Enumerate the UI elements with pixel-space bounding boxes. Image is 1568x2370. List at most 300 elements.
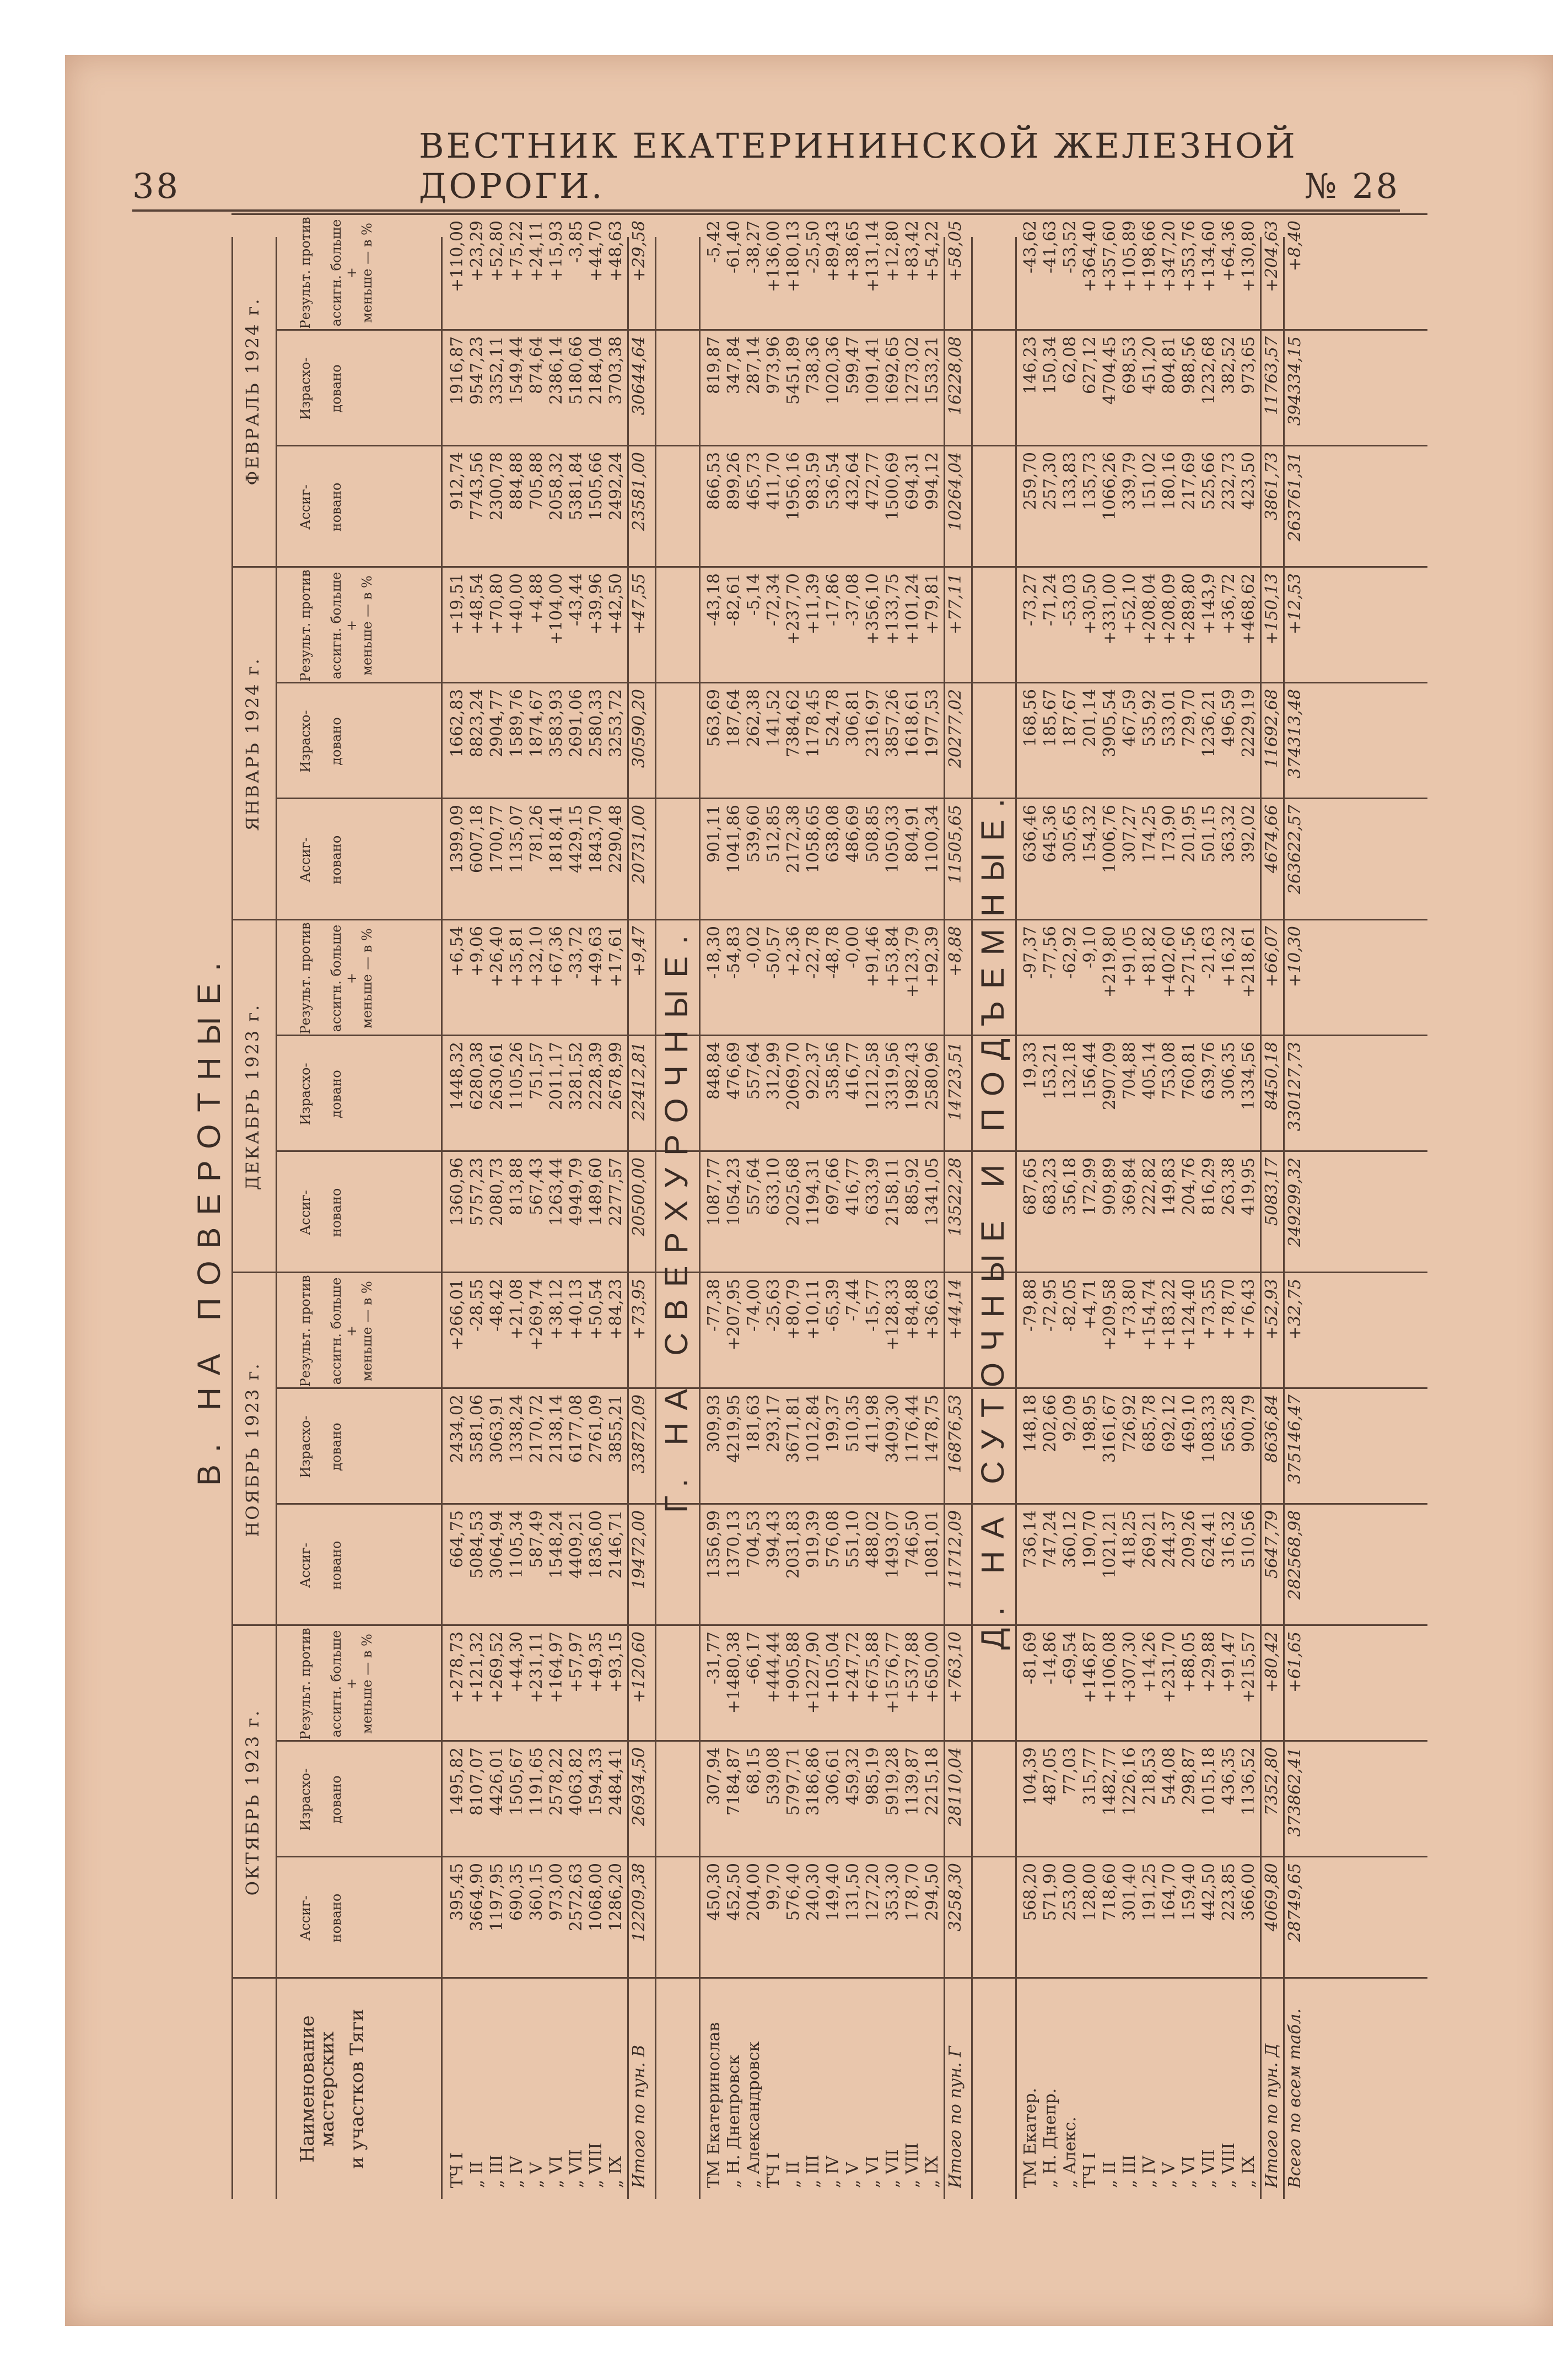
cell-value: -5,42: [704, 220, 724, 263]
row-name: Всего по всем табл.: [1285, 2008, 1305, 2188]
cell-value: 3258,30: [946, 1863, 965, 1932]
cell-value: 5919,28: [883, 1747, 902, 1816]
cell-value: +88,05: [1179, 1631, 1199, 1693]
cell-value: +650,00: [923, 1631, 942, 1704]
cell-value: 747,24: [1041, 1510, 1060, 1568]
cell-value: +123,79: [903, 926, 922, 998]
cell-value: +271,56: [1179, 926, 1199, 998]
cell-value: 2031,83: [784, 1510, 803, 1579]
cell-value: +124,40: [1179, 1279, 1199, 1351]
row-name: Итого по пун. Д: [1262, 2043, 1281, 2188]
cell-value: 92,09: [1060, 1394, 1080, 1442]
cell-value: 487,05: [1041, 1747, 1060, 1805]
cell-value: +29,88: [1199, 1631, 1219, 1693]
cell-value: 4426,01: [487, 1747, 506, 1816]
cell-value: 2434,02: [448, 1394, 467, 1463]
cell-value: +269,52: [487, 1631, 506, 1704]
cell-value: 1478,75: [923, 1394, 942, 1463]
cell-value: -38,27: [744, 220, 763, 274]
cell-value: 1020,36: [823, 336, 843, 405]
cell-value: -0,00: [843, 926, 863, 968]
cell-value: 287,14: [744, 336, 763, 394]
cell-value: 8636,84: [1262, 1394, 1281, 1463]
cell-value: 465,73: [744, 452, 763, 510]
cell-value: 746,50: [903, 1510, 922, 1568]
cell-value: 5647,79: [1262, 1510, 1281, 1579]
cell-value: 5451,89: [784, 336, 803, 405]
row-name: „ II: [467, 2161, 487, 2188]
cell-value: 1493,07: [883, 1510, 902, 1579]
table-row: [1199, 220, 1219, 2199]
column-subheader: Ассиг-: [298, 1895, 313, 1941]
cell-value: 1500,69: [883, 452, 902, 521]
column-subheader: Ассиг-: [298, 484, 313, 530]
cell-value: 356,18: [1060, 1157, 1080, 1215]
cell-value: 1068,00: [586, 1863, 606, 1932]
cell-value: +357,60: [1100, 220, 1119, 293]
cell-value: 1505,67: [507, 1747, 526, 1816]
cell-value: 353,30: [883, 1863, 902, 1921]
cell-value: 199,37: [823, 1394, 843, 1452]
row-name: „ V: [843, 2162, 863, 2188]
cell-value: +266,01: [448, 1279, 467, 1351]
cell-value: 11712,09: [946, 1510, 965, 1590]
cell-value: 2580,96: [923, 1042, 942, 1111]
cell-value: 6280,38: [467, 1042, 487, 1111]
cell-value: -5,14: [744, 573, 763, 616]
cell-value: 536,54: [823, 452, 843, 510]
cell-value: -77,38: [704, 1279, 724, 1332]
cell-value: 185,67: [1041, 689, 1060, 747]
cell-value: 524,78: [823, 689, 843, 747]
cell-value: 781,26: [527, 805, 546, 863]
cell-value: +537,88: [903, 1631, 922, 1704]
cell-value: 135,73: [1080, 452, 1100, 510]
cell-value: 405,14: [1140, 1042, 1159, 1100]
cell-value: +11,39: [804, 573, 823, 635]
cell-value: 5381,84: [567, 452, 586, 521]
cell-value: 1066,26: [1100, 452, 1119, 521]
cell-value: +67,36: [547, 926, 566, 988]
cell-value: +79,81: [923, 573, 942, 635]
cell-value: 240,30: [804, 1863, 823, 1921]
cell-value: 2170,72: [527, 1394, 546, 1463]
cell-value: 375146,47: [1285, 1394, 1305, 1484]
cell-value: 28110,04: [946, 1747, 965, 1827]
cell-value: 563,69: [704, 689, 724, 747]
cell-value: +64,36: [1219, 220, 1238, 282]
cell-value: 269,21: [1140, 1510, 1159, 1568]
cell-value: -31,77: [704, 1631, 724, 1685]
row-name: „ II: [784, 2161, 803, 2188]
cell-value: 151,02: [1140, 452, 1159, 510]
cell-value: 2630,61: [487, 1042, 506, 1111]
cell-value: 7384,62: [784, 689, 803, 758]
month-header: ОКТЯБРЬ 1923 г.: [242, 1709, 263, 1896]
cell-value: 1916,87: [448, 336, 467, 405]
column-subheader: Ассиг-: [298, 1190, 313, 1235]
row-name: „ VI: [1179, 2156, 1199, 2188]
cell-value: 1263,44: [547, 1157, 566, 1226]
month-header: ФЕВРАЛЬ 1924 г.: [242, 297, 263, 486]
cell-value: +52,80: [487, 220, 506, 282]
row-name: ТЧ I: [764, 2152, 783, 2188]
cell-value: +247,72: [843, 1631, 863, 1704]
cell-value: 7352,80: [1262, 1747, 1281, 1816]
cell-value: -37,08: [843, 573, 863, 627]
cell-value: 442,50: [1199, 1863, 1219, 1921]
cell-value: +12,80: [883, 220, 902, 282]
cell-value: +49,35: [586, 1631, 606, 1693]
cell-value: 1874,67: [527, 689, 546, 758]
cell-value: 885,92: [903, 1157, 922, 1215]
name-column-header: Наименование мастерских: [297, 2015, 338, 2163]
cell-value: 5757,23: [467, 1157, 487, 1226]
cell-value: 1843,70: [586, 805, 606, 874]
table-row: [923, 220, 942, 2199]
cell-value: 164,70: [1160, 1863, 1179, 1921]
cell-value: 360,15: [527, 1863, 546, 1921]
cell-value: 2172,38: [784, 805, 803, 874]
row-name: Итого по пун. Г: [946, 2046, 965, 2188]
cell-value: 2277,57: [606, 1157, 626, 1226]
row-name: „ VIII: [903, 2142, 922, 2188]
cell-value: +77,11: [946, 573, 965, 635]
row-name: „ VI: [863, 2156, 882, 2188]
cell-value: 557,64: [744, 1157, 763, 1215]
row-name: ТЧ I: [448, 2152, 467, 2188]
row-name: „ VI: [547, 2156, 566, 2188]
cell-value: 1700,77: [487, 805, 506, 874]
cell-value: +30,50: [1080, 573, 1100, 635]
cell-value: +208,04: [1140, 573, 1159, 645]
table-row: [1041, 220, 1060, 2199]
table-row: [804, 220, 823, 2199]
cell-value: 705,88: [527, 452, 546, 510]
cell-value: +84,23: [606, 1279, 626, 1340]
cell-value: 223,85: [1219, 1863, 1238, 1921]
total-row: [1262, 220, 1282, 2199]
cell-value: 263622,57: [1285, 805, 1305, 895]
cell-value: 533,01: [1160, 689, 1179, 747]
cell-value: 587,49: [527, 1510, 546, 1568]
cell-value: +207,95: [724, 1279, 743, 1351]
cell-value: +70,80: [487, 573, 506, 635]
cell-value: 664,75: [448, 1510, 467, 1568]
cell-value: +150,13: [1262, 573, 1281, 645]
cell-value: +1576,77: [883, 1631, 902, 1714]
cell-value: 704,53: [744, 1510, 763, 1568]
cell-value: 187,67: [1060, 689, 1080, 747]
row-name: „ VIII: [586, 2142, 606, 2188]
cell-value: +106,08: [1100, 1631, 1119, 1704]
column-subheader: новано: [328, 1540, 344, 1590]
cell-value: 512,85: [764, 805, 783, 863]
cell-value: 2678,99: [606, 1042, 626, 1111]
column-subheader: меньше — в %: [359, 1634, 375, 1734]
cell-value: +218,61: [1239, 926, 1258, 998]
cell-value: +36,63: [923, 1279, 942, 1340]
cell-value: +44,14: [946, 1279, 965, 1340]
cell-value: 14723,51: [946, 1042, 965, 1121]
section-title: Д. НА СУТОЧНЫЕ И ПОДЪЕМНЫЕ.: [971, 237, 1017, 2199]
cell-value: 510,35: [843, 1394, 863, 1452]
cell-value: 687,65: [1021, 1157, 1040, 1215]
cell-value: +8,88: [946, 926, 965, 977]
column-subheader: новано: [328, 1893, 344, 1943]
cell-value: 2316,97: [863, 689, 882, 758]
cell-value: +29,58: [629, 220, 649, 282]
cell-value: 3064,94: [487, 1510, 506, 1579]
cell-value: 2386,14: [547, 336, 566, 405]
cell-value: +105,89: [1120, 220, 1139, 293]
cell-value: 28749,65: [1285, 1863, 1305, 1942]
cell-value: +80,42: [1262, 1631, 1281, 1693]
cell-value: +905,88: [784, 1631, 803, 1704]
cell-value: 3671,81: [784, 1394, 803, 1463]
cell-value: +32,10: [527, 926, 546, 988]
cell-value: +83,42: [903, 220, 922, 282]
cell-value: 128,00: [1080, 1863, 1100, 1921]
cell-value: +93,15: [606, 1631, 626, 1693]
cell-value: 1006,76: [1100, 805, 1119, 874]
cell-value: 698,53: [1120, 336, 1139, 394]
cell-value: 1021,21: [1100, 1510, 1119, 1579]
cell-value: -22,78: [804, 926, 823, 979]
cell-value: +164,97: [547, 1631, 566, 1704]
cell-value: +198,66: [1140, 220, 1159, 293]
cell-value: 307,94: [704, 1747, 724, 1805]
cell-value: 217,69: [1179, 452, 1199, 510]
cell-value: 973,00: [547, 1863, 566, 1921]
cell-value: 567,43: [527, 1157, 546, 1215]
cell-value: +763,10: [946, 1631, 965, 1704]
cell-value: -25,50: [804, 220, 823, 274]
row-name: „ VII: [567, 2149, 586, 2188]
row-name: „ II: [1100, 2161, 1119, 2188]
cell-value: 994,12: [923, 452, 942, 510]
table-row: [903, 220, 923, 2199]
cell-value: 2492,24: [606, 452, 626, 521]
cell-value: 141,52: [764, 689, 783, 747]
cell-value: 5084,53: [467, 1510, 487, 1579]
row-name: „ VII: [1199, 2149, 1219, 2188]
cell-value: +154,74: [1140, 1279, 1159, 1351]
table-row: [527, 220, 547, 2199]
cell-value: 694,31: [903, 452, 922, 510]
cell-value: 22412,81: [629, 1042, 649, 1121]
column-subheader: довано: [328, 364, 344, 413]
cell-value: 2058,32: [547, 452, 566, 521]
cell-value: +101,24: [903, 573, 922, 645]
cell-value: 363,32: [1219, 805, 1238, 863]
cell-value: +91,46: [863, 926, 882, 988]
cell-value: 201,14: [1080, 689, 1100, 747]
cell-value: +91,05: [1120, 926, 1139, 988]
cell-value: 488,02: [863, 1510, 882, 1568]
cell-value: +131,14: [863, 220, 882, 293]
cell-value: -97,37: [1021, 926, 1040, 979]
cell-value: 218,53: [1140, 1747, 1159, 1805]
cell-value: 1977,53: [923, 689, 942, 758]
column-subheader: новано: [328, 835, 344, 885]
cell-value: +36,72: [1219, 573, 1238, 635]
row-rule: [1283, 237, 1285, 2199]
cell-value: 1273,02: [903, 336, 922, 405]
cell-value: 1482,77: [1100, 1747, 1119, 1816]
cell-value: 988,56: [1179, 336, 1199, 394]
cell-value: 3161,67: [1100, 1394, 1119, 1463]
cell-value: 638,08: [823, 805, 843, 863]
cell-value: 1058,65: [804, 805, 823, 874]
cell-value: 190,70: [1080, 1510, 1100, 1568]
cell-value: 148,18: [1021, 1394, 1040, 1452]
cell-value: 382,52: [1219, 336, 1238, 394]
cell-value: +17,61: [606, 926, 626, 988]
cell-value: +81,82: [1140, 926, 1159, 988]
cell-value: 1533,21: [923, 336, 942, 405]
cell-value: 174,25: [1140, 805, 1159, 863]
cell-value: -72,95: [1041, 1279, 1060, 1332]
cell-value: +204,63: [1262, 220, 1281, 293]
cell-value: 1083,33: [1199, 1394, 1219, 1463]
column-subheader: ассигн. больше +: [328, 572, 359, 680]
cell-value: 472,77: [863, 452, 882, 510]
table-row: [448, 220, 467, 2199]
cell-value: 1836,00: [586, 1510, 606, 1579]
cell-value: +78,70: [1219, 1279, 1238, 1340]
cell-value: 633,10: [764, 1157, 783, 1215]
table-row: [843, 220, 863, 2199]
cell-value: 8823,24: [467, 689, 487, 758]
cell-value: 645,36: [1041, 805, 1060, 863]
cell-value: 738,36: [804, 336, 823, 394]
cell-value: -69,54: [1060, 1631, 1080, 1685]
cell-value: +278,73: [448, 1631, 467, 1704]
cell-value: 99,70: [764, 1863, 783, 1910]
column-subheader: Результ. против: [298, 1628, 313, 1740]
cell-value: 30644,64: [629, 336, 649, 416]
cell-value: +35,81: [507, 926, 526, 988]
cell-value: +110,00: [448, 220, 467, 293]
cell-value: 369,84: [1120, 1157, 1139, 1215]
cell-value: +53,84: [883, 926, 902, 988]
cell-value: 683,23: [1041, 1157, 1060, 1215]
cell-value: 760,81: [1179, 1042, 1199, 1100]
cell-value: +231,70: [1160, 1631, 1179, 1704]
cell-value: 1135,07: [507, 805, 526, 874]
cell-value: +215,57: [1239, 1631, 1258, 1704]
cell-value: 306,35: [1219, 1042, 1238, 1100]
cell-value: +44,30: [507, 1631, 526, 1693]
cell-value: +76,43: [1239, 1279, 1258, 1340]
cell-value: 249299,32: [1285, 1157, 1305, 1247]
cell-value: 3581,06: [467, 1394, 487, 1463]
cell-value: 423,50: [1239, 452, 1258, 510]
cell-value: 1100,34: [923, 805, 942, 874]
table-row: [863, 220, 883, 2199]
cell-value: +52,10: [1120, 573, 1139, 635]
cell-value: +10,11: [804, 1279, 823, 1340]
cell-value: -15,77: [863, 1279, 882, 1332]
cell-value: 19,33: [1021, 1042, 1040, 1089]
cell-value: 624,41: [1199, 1510, 1219, 1568]
cell-value: 1087,77: [704, 1157, 724, 1226]
cell-value: 1448,32: [448, 1042, 467, 1111]
cell-value: 459,32: [843, 1747, 863, 1805]
cell-value: 305,65: [1060, 805, 1080, 863]
cell-value: +14,26: [1140, 1631, 1159, 1693]
cell-value: -66,17: [744, 1631, 763, 1685]
table-row: [606, 220, 626, 2199]
cell-value: 3253,72: [606, 689, 626, 758]
cell-value: 1982,43: [903, 1042, 922, 1111]
page-number: 38: [132, 166, 180, 206]
row-name: „ Н. Днепр.: [1041, 2088, 1060, 2188]
cell-value: +91,47: [1219, 1631, 1238, 1693]
cell-value: 8450,18: [1262, 1042, 1281, 1111]
column-subheader: довано: [328, 1775, 344, 1824]
cell-value: 1356,99: [704, 1510, 724, 1579]
row-name: „ IV: [823, 2156, 843, 2188]
cell-value: 544,08: [1160, 1747, 1179, 1805]
cell-value: 704,88: [1120, 1042, 1139, 1100]
cell-value: 4674,66: [1262, 805, 1281, 874]
cell-value: 900,79: [1239, 1394, 1258, 1452]
table-row: [724, 220, 744, 2199]
cell-value: 4069,80: [1262, 1863, 1281, 1932]
cell-value: +42,50: [606, 573, 626, 635]
cell-value: -3,85: [567, 220, 586, 263]
cell-value: 132,18: [1060, 1042, 1080, 1100]
cell-value: 571,90: [1041, 1863, 1060, 1921]
cell-value: -48,78: [823, 926, 843, 979]
cell-value: -61,40: [724, 220, 743, 274]
cell-value: 866,53: [704, 452, 724, 510]
cell-value: 451,20: [1140, 336, 1159, 394]
cell-value: +237,70: [784, 573, 803, 645]
cell-value: 5797,71: [784, 1747, 803, 1816]
row-name: „ VII: [883, 2149, 902, 2188]
cell-value: 486,69: [843, 805, 863, 863]
cell-value: +54,22: [923, 220, 942, 282]
cell-value: -71,24: [1041, 573, 1060, 627]
row-name: „ IX: [606, 2156, 626, 2188]
cell-value: 2484,41: [606, 1747, 626, 1816]
cell-value: 452,50: [724, 1863, 743, 1921]
cell-value: 3857,26: [883, 689, 902, 758]
cell-value: 259,70: [1021, 452, 1040, 510]
cell-value: +6,54: [448, 926, 467, 977]
cell-value: 3861,73: [1262, 452, 1281, 521]
cell-value: +16,32: [1219, 926, 1238, 988]
cell-value: +105,04: [823, 1631, 843, 1704]
month-header: НОЯБРЬ 1923 г.: [242, 1362, 263, 1537]
cell-value: 201,95: [1179, 805, 1199, 863]
cell-value: +675,88: [863, 1631, 882, 1704]
cell-value: -53,03: [1060, 573, 1080, 627]
cell-value: 1091,41: [863, 336, 882, 405]
cell-value: +9,06: [467, 926, 487, 977]
cell-value: 173,90: [1160, 805, 1179, 863]
cell-value: +9,47: [629, 926, 649, 977]
cell-value: 5180,66: [567, 336, 586, 405]
cell-value: +104,00: [547, 573, 566, 645]
cell-value: 1232,68: [1199, 336, 1219, 405]
cell-value: +19,51: [448, 573, 467, 635]
cell-value: 4409,21: [567, 1510, 586, 1579]
cell-value: -82,05: [1060, 1279, 1080, 1332]
